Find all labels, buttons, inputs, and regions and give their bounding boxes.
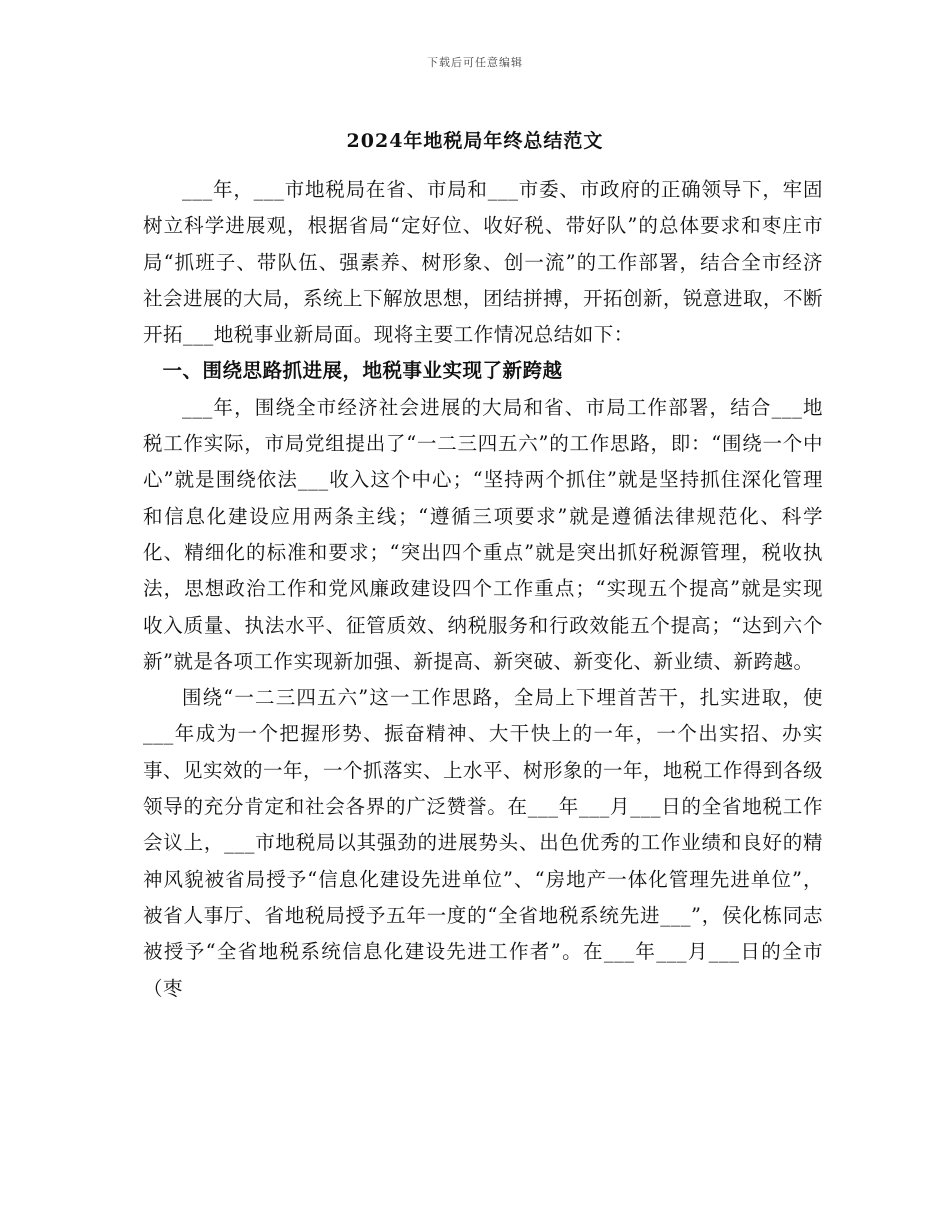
section-heading-1: 一、围绕思路抓进展，地税事业实现了新跨越 [162,359,563,383]
document-title: 2024年地税局年终总结范文 [346,130,604,152]
intro-paragraph: ___年，___市地税局在省、市局和___市委、市政府的正确领导下，牢固树立科学进展观，根据省局“定好位、收好税、带好队”的总体要求和枣庄市局“抓班子、带队伍、强素养、树形象、创一流”的工作部署，结合全市经济社会进展的大局，系统上下解放思想，团结拼搏，开拓创新，锐意进取，不断开拓___地税事业新局面。现将主要工作情况总结如下： [143,178,824,347]
body-paragraph-1: ___年，围绕全市经济社会进展的大局和省、市局工作部署，结合___地税工作实际，市局党组提出了“一二三四五六”的工作思路，即：“围绕一个中心”就是围绕依法___收入这个中心；“坚持两个抓住”就是坚持抓住深化管理和信息化建设应用两条主线；“遵循三项要求”就是遵循法律规范化、科学化、精细化的标准和要求；“突出四个重点”就是突出抓好税源管理，税收执法，思想政治工作和党风廉政建设四个工作重点；“实现五个提高”就是实现收入质量、执法水平、征管质效、纳税服务和行政效能五个提高；“达到六个新”就是各项工作实现新加强、新提高、新突破、新变化、新业绩、新跨越。 [143,395,823,673]
page-header-note: 下载后可任意编辑 [427,56,523,69]
body-paragraph-2: 围绕“一二三四五六”这一工作思路，全局上下埋首苦干，扎实进取，使___年成为一个把握形势、振奋精神、大干快上的一年，一个出实招、办实事、见实效的一年，一个抓落实、上水平、树形象的一年，地税工作得到各级领导的充分肯定和社会各界的广泛赞誉。在___年___月___日的全省地税工作会议上，___市地税局以其强劲的进展势头、出色优秀的工作业绩和良好的精神风貌被省局授予“信息化建设先进单位”、“房地产一体化管理先进单位”，被省人事厅、省地税局授予五年一度的“全省地税系统先进___”，侯化栋同志被授予“全省地税系统信息化建设先进工作者”。在___年___月___日的全市（枣 [143,686,824,1000]
document-body [143,172,823,1007]
